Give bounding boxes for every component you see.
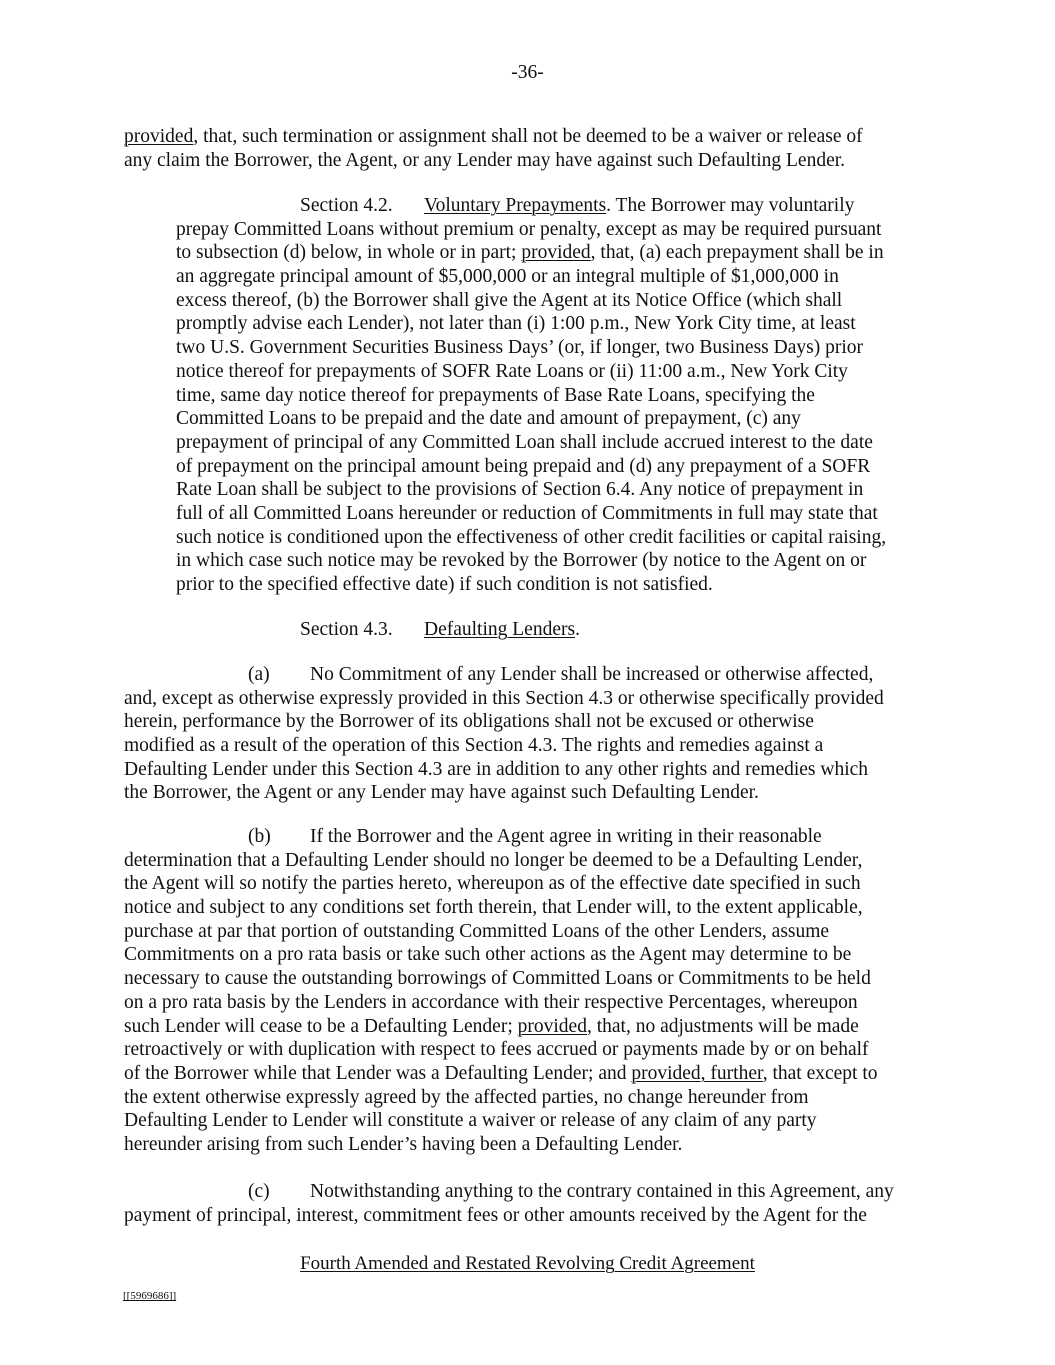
paragraph-a-first-text: No Commitment of any Lender shall be increased or otherwise affected, <box>310 664 874 685</box>
paragraph-b-line: necessary to cause the outstanding borrowings of Committed Loans or Commitments to be held <box>124 968 871 990</box>
provided-term: provided <box>521 242 591 264</box>
intro-line-2: any claim the Borrower, the Agent, or any Lender may have against such Defaulting Lender. <box>124 149 846 171</box>
section-4-2-line: full of all Committed Loans hereunder or reduction of Commitments in full may state that <box>176 502 878 524</box>
paragraph-b-line-text: such Lender will cease to be a Defaulting Lender; <box>124 1015 518 1037</box>
section-4-2-first-line: . The Borrower may voluntarily <box>606 195 855 216</box>
section-4-2-line: prepayment of principal of any Committed Loan shall include accrued interest to the date <box>176 431 873 453</box>
section-4-3-number: Section 4.3. <box>300 619 393 640</box>
paragraph-a-line: and, except as otherwise expressly provided in this Section 4.3 or otherwise specifically provided <box>124 687 884 709</box>
paragraph-b <box>124 825 878 1157</box>
section-4-2-line: two U.S. Government Securities Business Days’ (or, if longer, two Business Days) prior <box>176 337 863 359</box>
document-id: [[5969686]] <box>123 1290 177 1302</box>
paragraph-b-line: Commitments on a pro rata basis or take such other actions as the Agent may determine to be <box>124 944 852 966</box>
paragraph-b-label: (b) <box>248 826 271 847</box>
section-4-3-title: Defaulting Lenders <box>424 619 576 640</box>
paragraph-b-line: retroactively or with duplication with respect to fees accrued or payments made by or on behalf <box>124 1039 869 1061</box>
paragraph-b-line-text: , that, no adjustments will be made <box>586 1015 859 1037</box>
section-4-2-line: promptly advise each Lender), not later than (i) 1:00 p.m., New York City time, at least <box>176 313 856 335</box>
paragraph-b-line: notice and subject to any conditions set forth therein, that Lender will, to the extent applicable, <box>124 897 863 919</box>
section-4-3-title-suffix: . <box>575 619 580 640</box>
paragraph-b-line: the Agent will so notify the parties hereto, whereupon as of the effective date specified in such <box>124 873 861 895</box>
paragraph-a-line: herein, performance by the Borrower of its obligations shall not be excused or otherwise <box>124 711 814 733</box>
section-4-2-line: time, same day notice thereof for prepayments of Base Rate Loans, specifying the <box>176 384 815 406</box>
footer-agreement-title: Fourth Amended and Restated Revolving Credit Agreement <box>300 1253 755 1274</box>
paragraph-b-line: hereunder arising from such Lender’s having been a Defaulting Lender. <box>124 1133 683 1155</box>
paragraph-b-line <box>124 1015 878 1039</box>
intro-line-1-text: , that, such termination or assignment shall not be deemed to be a waiver or release of <box>193 126 863 147</box>
provided-term: provided <box>124 126 194 147</box>
section-4-2-line-text: , that, (a) each prepayment shall be in <box>590 242 884 264</box>
intro-paragraph <box>124 125 863 172</box>
paragraph-b-line: the extent otherwise expressly agreed by the affected parties, no change hereunder from <box>124 1086 809 1108</box>
section-4-2-line: Rate Loan shall be subject to the provisions of Section 6.4. Any notice of prepayment in <box>176 479 864 501</box>
provided-term: provided <box>517 1015 587 1037</box>
section-4-2 <box>176 194 886 597</box>
paragraph-c-first-text: Notwithstanding anything to the contrary contained in this Agreement, any <box>310 1181 894 1202</box>
paragraph-b-line: on a pro rata basis by the Lenders in accordance with their respective Percentages, whereupon <box>124 991 858 1013</box>
paragraph-b-line-text: of the Borrower while that Lender was a Defaulting Lender; and <box>124 1062 632 1084</box>
paragraph-c-line: payment of principal, interest, commitment fees or other amounts received by the Agent for the <box>124 1204 867 1226</box>
paragraph-a-line: the Borrower, the Agent or any Lender may have against such Defaulting Lender. <box>124 782 759 804</box>
section-4-2-heading-line <box>176 194 886 218</box>
section-4-2-title: Voluntary Prepayments <box>424 195 607 216</box>
section-4-3-heading <box>300 618 580 642</box>
section-4-2-line: prepay Committed Loans without premium or penalty, except as may be required pursuant <box>176 218 882 240</box>
section-4-2-line-text: to subsection (d) below, in whole or in part; <box>176 242 522 264</box>
paragraph-a <box>124 663 884 805</box>
paragraph-b-line: Defaulting Lender to Lender will constitute a waiver or release of any claim of any party <box>124 1110 817 1132</box>
paragraph-a-first-line <box>124 663 884 687</box>
paragraph-b-line: determination that a Defaulting Lender should no longer be deemed to be a Defaulting Lender, <box>124 849 863 871</box>
paragraph-b-first-line <box>124 825 878 849</box>
section-4-2-line: prior to the specified effective date) if such condition is not satisfied. <box>176 574 713 595</box>
paragraph-b-line-text: , that except to <box>762 1062 878 1084</box>
section-4-2-line: in which case such notice may be revoked by the Borrower (by notice to the Agent on or <box>176 550 867 572</box>
paragraph-c-label: (c) <box>248 1181 270 1202</box>
provided-further-term: provided, further <box>631 1062 763 1084</box>
intro-line-1 <box>124 125 863 149</box>
paragraph-b-first-text: If the Borrower and the Agent agree in writing in their reasonable <box>310 826 822 847</box>
paragraph-b-line: purchase at par that portion of outstanding Committed Loans of the other Lenders, assume <box>124 920 830 942</box>
paragraph-b-line <box>124 1062 878 1086</box>
page-number: -36- <box>511 62 544 83</box>
section-4-2-number: Section 4.2. <box>300 195 393 216</box>
section-4-2-line: such notice is conditioned upon the effectiveness of other credit facilities or capital raising, <box>176 526 887 548</box>
section-4-2-line <box>176 241 886 265</box>
section-4-2-line: notice thereof for prepayments of SOFR Rate Loans or (ii) 11:00 a.m., New York City <box>176 360 848 382</box>
paragraph-a-label: (a) <box>248 664 270 685</box>
paragraph-c <box>124 1180 894 1227</box>
section-4-2-line: of prepayment on the principal amount being prepaid and (d) any prepayment of a SOFR <box>176 455 871 477</box>
section-4-2-line: Committed Loans to be prepaid and the date and amount of prepayment, (c) any <box>176 408 801 430</box>
paragraph-a-line: Defaulting Lender under this Section 4.3 are in addition to any other rights and remedies which <box>124 758 869 780</box>
paragraph-a-line: modified as a result of the operation of this Section 4.3. The rights and remedies against a <box>124 735 824 757</box>
section-4-2-line: an aggregate principal amount of $5,000,000 or an integral multiple of $1,000,000 in <box>176 266 839 288</box>
section-4-2-line: excess thereof, (b) the Borrower shall give the Agent at its Notice Office (which shall <box>176 289 843 311</box>
paragraph-c-first-line <box>124 1180 894 1204</box>
